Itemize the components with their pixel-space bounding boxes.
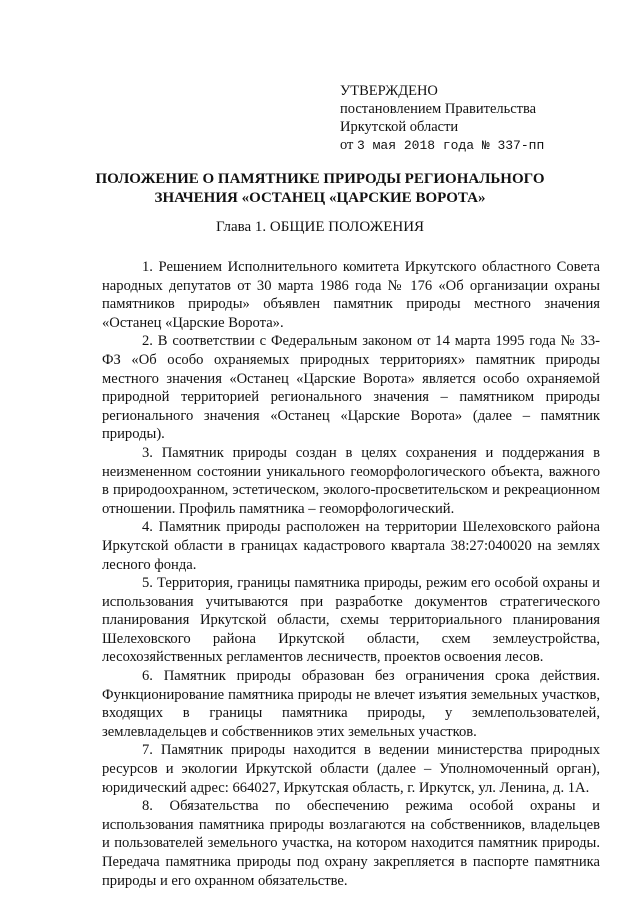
approval-date: 3 мая 2018 года № 337-пп <box>357 138 545 153</box>
paragraph-5: 5. Территория, границы памятника природы, режим его особой охраны и использования учитываются при разработке документов стратегического планирования Иркутской области, схемы территориального планирования Шелеховского района Иркутской области, схем землеустройства, лесохозяйственных регламентов лесничеств, проектов освоения лесов. <box>102 575 600 666</box>
approval-region: Иркутской области <box>340 119 459 135</box>
paragraph-4: 4. Памятник природы расположен на территории Шелеховского района Иркутской области в границах кадастрового квартала 38:27:040020 на землях лесного фонда. <box>102 519 600 573</box>
approval-stamp <box>340 82 544 155</box>
paragraph-7: 7. Памятник природы находится в ведении министерства природных ресурсов и экологии Иркутской области (далее – Уполномоченный орган), юридический адрес: 664027, Иркутская область, г. Иркутск, ул. Ленина, д. 1А. <box>102 742 600 796</box>
chapter-heading: Глава 1. ОБЩИЕ ПОЛОЖЕНИЯ <box>215 219 425 235</box>
title-line-1: ПОЛОЖЕНИЕ О ПАМЯТНИКЕ ПРИРОДЫ РЕГИОНАЛЬНОГО <box>95 171 545 187</box>
title-line-2: ЗНАЧЕНИЯ «ОСТАНЕЦ «ЦАРСКИЕ ВОРОТА» <box>154 190 486 206</box>
document-body <box>102 258 600 890</box>
paragraph-1: 1. Решением Исполнительного комитета Иркутского областного Совета народных депутатов от 30 марта 1986 года № 176 «Об организации охраны памятников природы» объявлен памятник природы местного значения «Останец «Царские Ворота». <box>102 259 600 331</box>
approval-authority: постановлением Правительства <box>340 101 537 117</box>
paragraph-6: 6. Памятник природы образован без ограничения срока действия. Функционирование памятника природы не влечет изъятия земельных участков, входящих в границы памятника природы, у землепользователей, землевладельцев и собственников этих земельных участков. <box>102 668 600 740</box>
paragraph-2: 2. В соответствии с Федеральным законом от 14 марта 1995 года № 33-ФЗ «Об особо охраняемых природных территориях» памятник природы местного значения «Останец «Царские Ворота» является особо охраняемой природной территорией регионального значения – памятником природы регионального значения «Останец «Царские Ворота» (далее – памятник природы). <box>102 333 600 443</box>
paragraph-3: 3. Памятник природы создан в целях сохранения и поддержания в неизмененном состоянии уникального геоморфологического объекта, важного в природоохранном, эстетическом, эколого-просветительском и рекреационном отношении. Профиль памятника – геоморфологический. <box>102 444 600 517</box>
approval-label: УТВЕРЖДЕНО <box>340 83 438 99</box>
approval-date-prefix: от <box>340 137 354 153</box>
approval-date-line <box>340 136 544 155</box>
paragraph-8: 8. Обязательства по обеспечению режима особой охраны и использования памятника природы возлагаются на собственников, владельцев и пользователей земельного участка, на котором находится памятник природы. Передача памятника природы под охрану закрепляется в паспорте памятника природы и его охранном обязательстве. <box>102 798 600 889</box>
document-title <box>60 170 580 208</box>
